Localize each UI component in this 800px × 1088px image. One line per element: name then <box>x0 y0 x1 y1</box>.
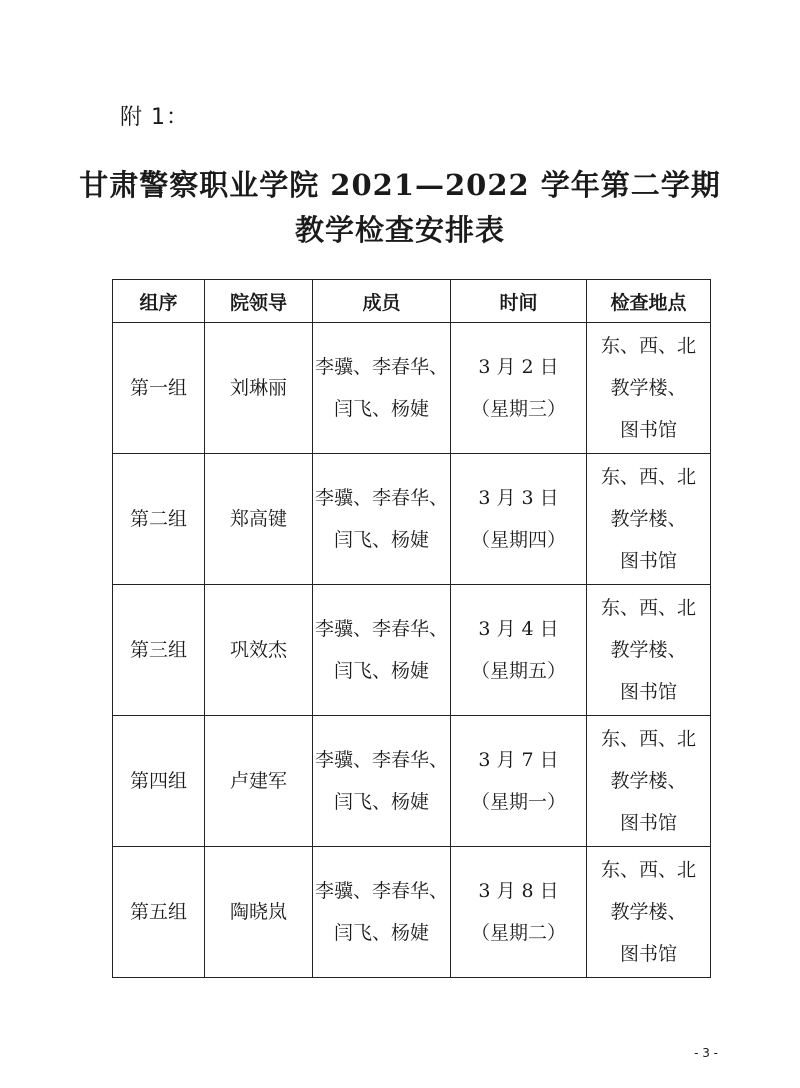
place-cell <box>587 847 711 978</box>
weekday-line: （星期三） <box>470 398 566 420</box>
header-group: 组序 <box>113 280 205 323</box>
members-line: 闫飞、杨婕 <box>333 529 429 551</box>
date-line: 3 月 8 日 <box>478 880 559 902</box>
date-line: 3 月 2 日 <box>478 356 559 378</box>
place-line: 图书馆 <box>619 681 677 703</box>
place-cell <box>587 323 711 454</box>
members-line: 李骥、李春华、 <box>314 356 448 378</box>
document-title-line-1: 甘肃警察职业学院 2021—2022 学年第二学期 <box>79 168 721 202</box>
header-time: 时间 <box>451 280 587 323</box>
table-row <box>113 847 711 978</box>
place-line: 东、西、北 <box>600 335 696 357</box>
weekday-line: （星期一） <box>470 791 566 813</box>
members-line: 闫飞、杨婕 <box>333 398 429 420</box>
leader-cell: 巩效杰 <box>205 585 313 716</box>
members-line: 李骥、李春华、 <box>314 618 448 640</box>
weekday-line: （星期五） <box>470 660 566 682</box>
place-line: 图书馆 <box>619 943 677 965</box>
place-line: 东、西、北 <box>600 466 696 488</box>
leader-cell: 卢建军 <box>205 716 313 847</box>
table-row <box>113 454 711 585</box>
leader-cell: 刘琳丽 <box>205 323 313 454</box>
table-row <box>113 716 711 847</box>
place-line: 东、西、北 <box>600 859 696 881</box>
place-cell <box>587 454 711 585</box>
members-line: 李骥、李春华、 <box>314 749 448 771</box>
group-cell: 第三组 <box>113 585 205 716</box>
time-cell <box>451 454 587 585</box>
place-line: 东、西、北 <box>600 597 696 619</box>
header-leader: 院领导 <box>205 280 313 323</box>
date-line: 3 月 3 日 <box>478 487 559 509</box>
members-cell <box>313 847 451 978</box>
time-cell <box>451 323 587 454</box>
leader-cell: 陶晓岚 <box>205 847 313 978</box>
place-line: 教学楼、 <box>610 377 687 399</box>
weekday-line: （星期四） <box>470 529 566 551</box>
group-cell: 第五组 <box>113 847 205 978</box>
weekday-line: （星期二） <box>470 922 566 944</box>
header-members: 成员 <box>313 280 451 323</box>
date-line: 3 月 7 日 <box>478 749 559 771</box>
time-cell <box>451 716 587 847</box>
place-line: 教学楼、 <box>610 508 687 530</box>
leader-cell: 郑高键 <box>205 454 313 585</box>
place-line: 教学楼、 <box>610 901 687 923</box>
members-cell <box>313 585 451 716</box>
table-header-row <box>113 280 711 323</box>
date-line: 3 月 4 日 <box>478 618 559 640</box>
attachment-label: 附 1： <box>120 105 189 130</box>
members-line: 闫飞、杨婕 <box>333 791 429 813</box>
place-cell <box>587 716 711 847</box>
header-place: 检查地点 <box>587 280 711 323</box>
place-cell <box>587 585 711 716</box>
table-row <box>113 585 711 716</box>
members-line: 李骥、李春华、 <box>314 880 448 902</box>
group-cell: 第二组 <box>113 454 205 585</box>
place-line: 教学楼、 <box>610 639 687 661</box>
time-cell <box>451 585 587 716</box>
place-line: 图书馆 <box>619 550 677 572</box>
place-line: 图书馆 <box>619 812 677 834</box>
place-line: 教学楼、 <box>610 770 687 792</box>
members-cell <box>313 323 451 454</box>
inspection-schedule-table <box>112 279 711 978</box>
document-title-line-2: 教学检查安排表 <box>294 213 505 247</box>
members-line: 闫飞、杨婕 <box>333 660 429 682</box>
table-row <box>113 323 711 454</box>
members-line: 闫飞、杨婕 <box>333 922 429 944</box>
place-line: 图书馆 <box>619 419 677 441</box>
place-line: 东、西、北 <box>600 728 696 750</box>
members-line: 李骥、李春华、 <box>314 487 448 509</box>
group-cell: 第一组 <box>113 323 205 454</box>
time-cell <box>451 847 587 978</box>
members-cell <box>313 716 451 847</box>
members-cell <box>313 454 451 585</box>
group-cell: 第四组 <box>113 716 205 847</box>
page-number: - 3 - <box>694 1046 718 1060</box>
